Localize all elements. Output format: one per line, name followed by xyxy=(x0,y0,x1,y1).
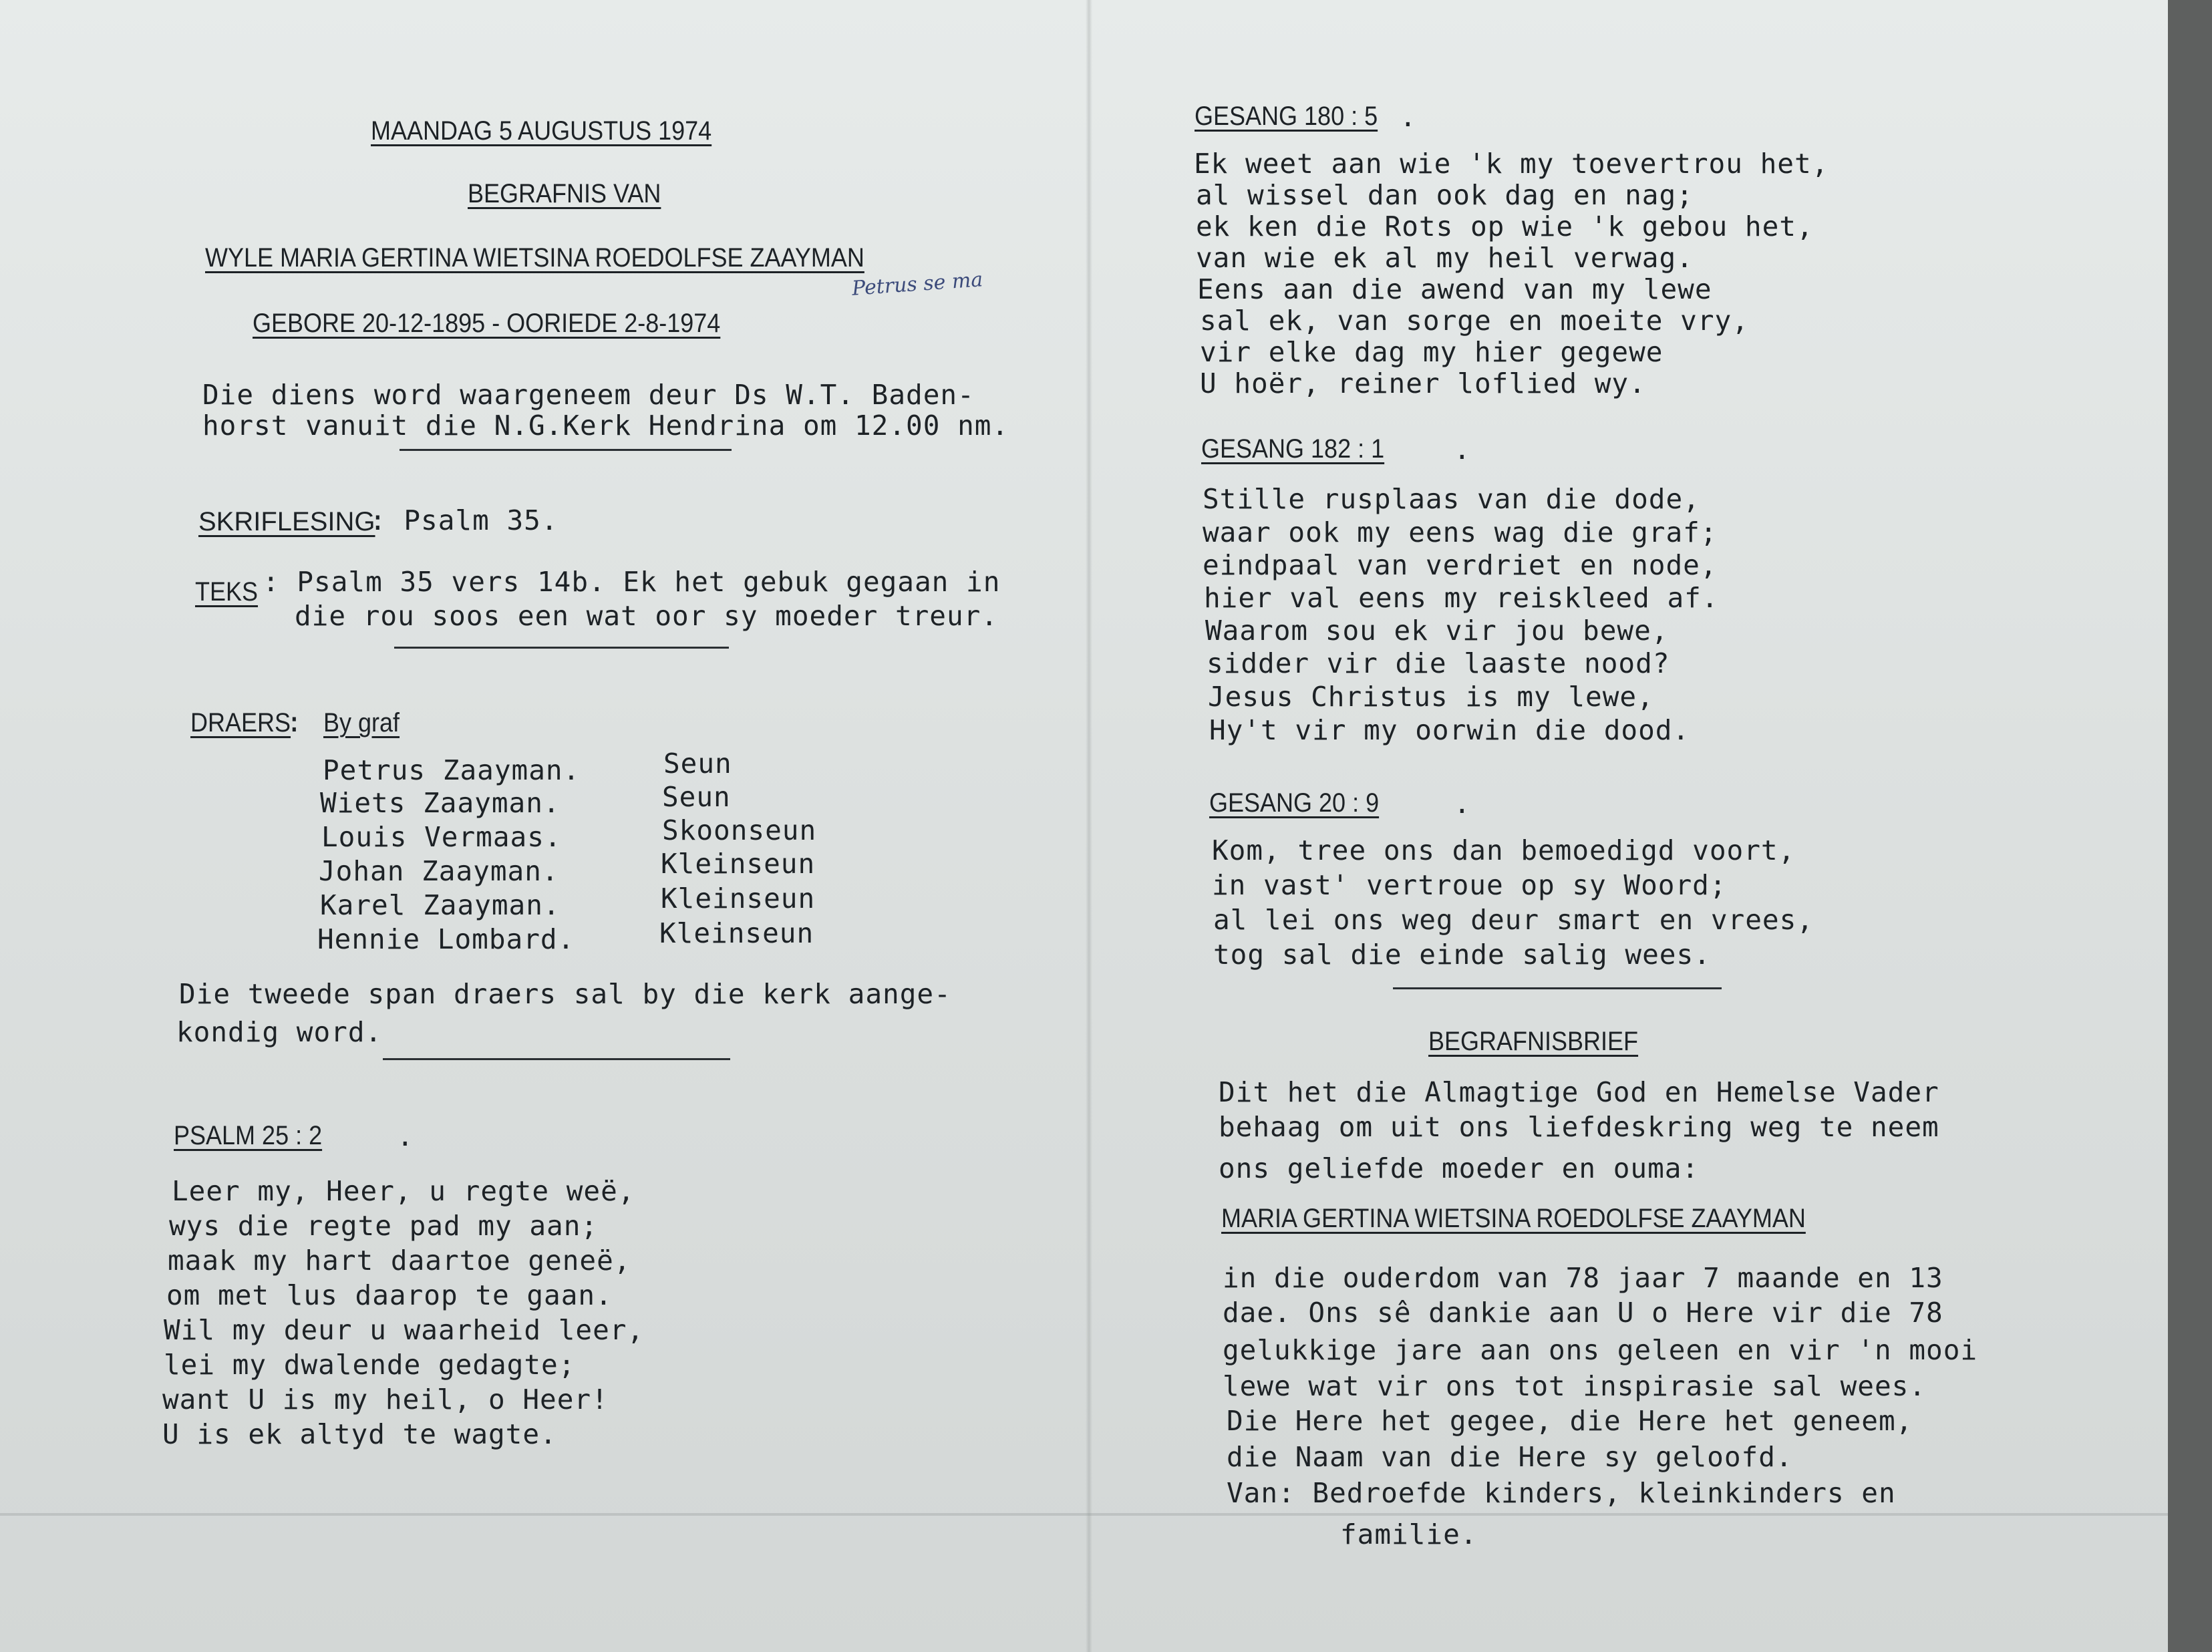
birth-death-dates: GEBORE 20-12-1895 - OORIEDE 2-8-1974 xyxy=(253,309,721,338)
divider xyxy=(394,647,729,649)
gesang-title-dot: . xyxy=(1400,101,1417,133)
psalm-line: lei my dwalende gedagte; xyxy=(164,1349,576,1381)
gesang-line: Jesus Christus is my lewe, xyxy=(1208,681,1654,713)
gesang-line: sidder vir die laaste nood? xyxy=(1207,647,1670,679)
gesang-line: van wie ek al my heil verwag. xyxy=(1196,242,1694,274)
bearer-name: Wiets Zaayman. xyxy=(320,787,561,819)
psalm-title-dot: . xyxy=(397,1120,414,1152)
reading-label: SKRIFLESING xyxy=(198,507,375,536)
letter-deceased-name: MARIA GERTINA WIETSINA ROEDOLFSE ZAAYMAN xyxy=(1221,1204,1806,1233)
paper-crease xyxy=(0,1513,2168,1516)
gesang-title: GESANG 180 : 5 xyxy=(1195,102,1378,131)
reading-value: : Psalm 35. xyxy=(369,504,559,536)
divider xyxy=(1393,987,1722,989)
letter-body-line: gelukkige jare aan ons geleen en vir 'n mooi xyxy=(1223,1334,1978,1366)
bearer-name: Karel Zaayman. xyxy=(320,889,561,921)
letter-intro-line: ons geliefde moeder en ouma: xyxy=(1219,1152,1700,1184)
gesang-line: al lei ons weg deur smart en vrees, xyxy=(1213,904,1814,936)
gesang-line: U hoër, reiner loflied wy. xyxy=(1200,367,1646,399)
gesang-line: Eens aan die awend van my lewe xyxy=(1197,273,1712,305)
letter-body-line: die Naam van die Here sy geloofd. xyxy=(1227,1441,1793,1473)
divider xyxy=(400,449,732,451)
psalm-title: PSALM 25 : 2 xyxy=(174,1121,323,1150)
text-line: die rou soos een wat oor sy moeder treur. xyxy=(295,600,999,632)
gesang-title-dot: . xyxy=(1454,434,1471,466)
bearer-name: Petrus Zaayman. xyxy=(323,754,581,786)
gesang-title: GESANG 20 : 9 xyxy=(1209,788,1380,818)
service-text-line: horst vanuit die N.G.Kerk Hendrina om 12.00 nm. xyxy=(202,409,1009,442)
gesang-title: GESANG 182 : 1 xyxy=(1201,434,1385,464)
bearer-name: Hennie Lombard. xyxy=(317,923,575,955)
gesang-line: Ek weet aan wie 'k my toevertrou het, xyxy=(1194,148,1829,180)
bearers-sub: By graf xyxy=(323,708,400,737)
gesang-line: Waarom sou ek vir jou bewe, xyxy=(1205,615,1669,647)
gesang-line: Hy't vir my oorwin die dood. xyxy=(1209,714,1690,746)
bearer-relation: Kleinseun xyxy=(659,917,814,949)
bearer-relation: Skoonseun xyxy=(662,814,817,846)
gesang-line: Kom, tree ons dan bemoedigd voort, xyxy=(1212,834,1796,866)
letter-intro-line: behaag om uit ons liefdeskring weg te neem xyxy=(1219,1111,1939,1143)
letter-body-line: lewe wat vir ons tot inspirasie sal wees. xyxy=(1223,1370,1927,1402)
bearers-colon: : xyxy=(286,706,321,738)
gesang-line: ek ken die Rots op wie 'k gebou het, xyxy=(1196,210,1814,242)
letter-body-line: in die ouderdom van 78 jaar 7 maande en 13 xyxy=(1223,1262,1943,1294)
bearer-relation: Seun xyxy=(663,748,732,780)
service-date: MAANDAG 5 AUGUSTUS 1974 xyxy=(371,116,712,146)
psalm-line: U is ek altyd te wagte. xyxy=(162,1418,557,1450)
bearers-note: kondig word. xyxy=(176,1016,383,1048)
gesang-line: vir elke dag my hier gegewe xyxy=(1200,336,1664,368)
bearer-relation: Seun xyxy=(662,781,731,813)
gesang-line: waar ook my eens wag die graf; xyxy=(1203,516,1718,548)
text-line: : Psalm 35 vers 14b. Ek het gebuk gegaan in xyxy=(263,566,1001,598)
page-fold xyxy=(1086,0,1092,1652)
service-text-line: Die diens word waargeneem deur Ds W.T. Baden- xyxy=(202,379,975,411)
gesang-line: Stille rusplaas van die dode, xyxy=(1203,483,1700,515)
bearers-label: DRAERS xyxy=(190,708,291,737)
handwritten-note: Petrus se ma xyxy=(851,268,984,301)
psalm-line: want U is my heil, o Heer! xyxy=(162,1383,609,1416)
letter-body-line: Die Here het gegee, die Here het geneem, xyxy=(1227,1405,1913,1437)
letter-body-line: Van: Bedroefde kinders, kleinkinders en xyxy=(1227,1477,1896,1509)
bearer-relation: Kleinseun xyxy=(661,848,816,880)
gesang-line: in vast' vertroue op sy Woord; xyxy=(1212,869,1727,901)
bearers-note: Die tweede span draers sal by die kerk aange- xyxy=(179,978,951,1010)
letter-intro-line: Dit het die Almagtige God en Hemelse Vader xyxy=(1219,1076,1939,1108)
gesang-line: hier val eens my reiskleed af. xyxy=(1204,582,1719,614)
gesang-line: tog sal die einde salig wees. xyxy=(1213,939,1711,971)
psalm-line: om met lus daarop te gaan. xyxy=(166,1279,613,1311)
psalm-line: maak my hart daartoe geneë, xyxy=(168,1245,631,1277)
bearer-relation: Kleinseun xyxy=(661,882,816,915)
gesang-line: eindpaal van verdriet en node, xyxy=(1203,549,1718,581)
letter-closing: familie. xyxy=(1340,1518,1478,1550)
gesang-title-dot: . xyxy=(1454,788,1471,820)
bearer-name: Johan Zaayman. xyxy=(319,855,559,887)
bearer-name: Louis Vermaas. xyxy=(321,821,562,853)
psalm-line: Wil my deur u waarheid leer, xyxy=(164,1314,645,1346)
divider xyxy=(383,1058,730,1060)
gesang-line: sal ek, van sorge en moeite vry, xyxy=(1200,305,1749,337)
text-label: TEKS xyxy=(195,577,259,607)
letter-title: BEGRAFNISBRIEF xyxy=(1428,1027,1639,1056)
psalm-line: wys die regte pad my aan; xyxy=(169,1210,599,1242)
deceased-name: WYLE MARIA GERTINA WIETSINA ROEDOLFSE ZAAYMAN xyxy=(205,243,864,273)
letter-body-line: dae. Ons sê dankie aan U o Here vir die 78 xyxy=(1223,1297,1943,1329)
reading-line xyxy=(198,506,375,538)
psalm-line: Leer my, Heer, u regte weë, xyxy=(172,1175,635,1207)
gesang-line: al wissel dan ook dag en nag; xyxy=(1196,179,1694,211)
service-heading: BEGRAFNIS VAN xyxy=(468,179,661,208)
